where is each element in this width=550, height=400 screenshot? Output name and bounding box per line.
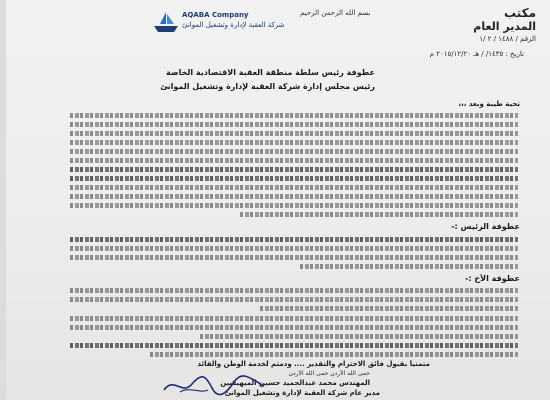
text-line [70, 255, 518, 260]
text-line [240, 212, 518, 217]
office-subtitle: المدير العام [473, 20, 536, 33]
text-line [70, 149, 518, 154]
text-line [70, 122, 518, 127]
text-line [150, 352, 518, 357]
text-line [70, 288, 518, 293]
text-line [70, 185, 518, 190]
text-line [70, 297, 518, 302]
text-line [70, 237, 518, 242]
text-line [300, 264, 518, 269]
prayer-line: حمى الله الأردن حمى الله الأردن [288, 370, 370, 377]
handwritten-signature [160, 372, 270, 398]
text-line [70, 176, 518, 181]
recipient-2: رئيس مجلس إدارة شركة العقبة لإدارة وتشغيل الموانئ [160, 82, 375, 91]
section-president: عطوفة الرئيس :- [451, 222, 520, 231]
company-name-ar: شركة العقبة لإدارة وتشغيل الموانئ [182, 21, 285, 29]
page-edge [0, 0, 6, 400]
text-line [70, 131, 518, 136]
text-line [70, 325, 518, 330]
greeting: تحية طيبة وبعد ،،، [458, 100, 520, 108]
signatory-name: المهندس محمد عبدالحميد حسين الميهيشين [220, 379, 370, 387]
text-line [70, 343, 518, 348]
basmala: بسم الله الرحمن الرحيم [300, 9, 371, 17]
text-line [70, 158, 518, 163]
date-line: تاريخ : ١٤٣٥/ / هـ ٢٠١٥/١٢/٢٠ م [429, 50, 524, 58]
closing-line: متمنياً بقبول فائق الاحترام والتقدير .... ودمتم لخدمة الوطن والقائد [197, 360, 430, 368]
section-brother: عطوفة الأخ :- [465, 274, 520, 283]
text-line [70, 140, 518, 145]
reference-number: الرقم / ١٤٨٨ / ٢ /١ [479, 35, 536, 43]
signatory-title: مدير عام شركة العقبة لإدارة وتشغيل الموانئ [224, 389, 380, 397]
text-line [70, 194, 518, 199]
text-line [70, 167, 518, 172]
recipient-1: عطوفة رئيس سلطة منطقة العقبة الاقتصادية الخاصة [166, 68, 375, 77]
office-title: مكتب [503, 6, 536, 20]
ship-logo-icon [152, 8, 180, 34]
text-line [70, 203, 518, 208]
company-name-en: AQABA Company [182, 11, 249, 19]
text-line [70, 316, 518, 321]
text-line [70, 246, 518, 251]
text-line [200, 334, 518, 339]
text-line [70, 113, 518, 118]
company-logo [152, 8, 285, 38]
text-line [260, 306, 518, 311]
